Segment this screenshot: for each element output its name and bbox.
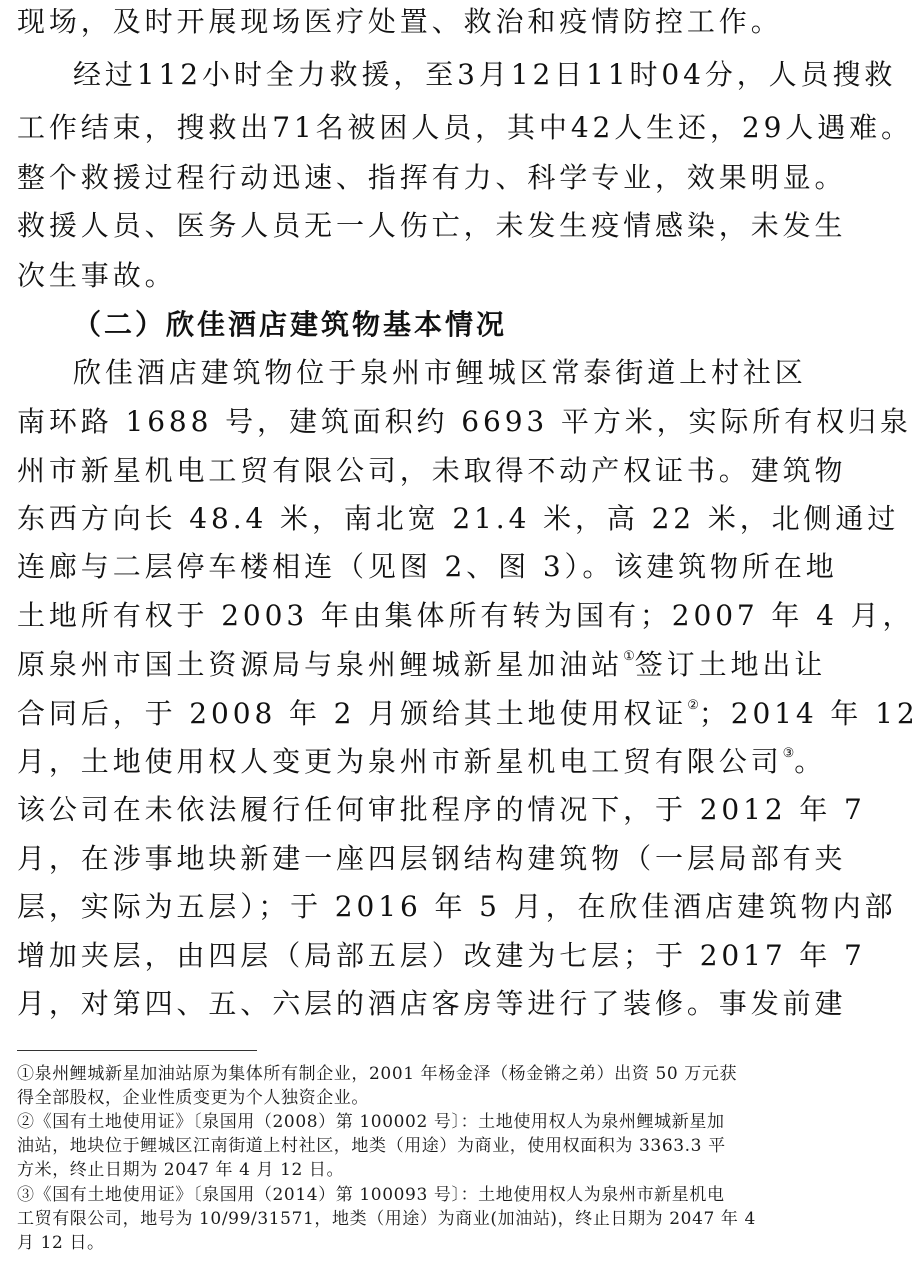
body-line: 连廊与二层停车楼相连（见图 2、图 3）。该建筑物所在地 (17, 550, 838, 583)
body-line: 月，土地使用权人变更为泉州市新星机电工贸有限公司③。 (17, 745, 827, 778)
footnote-ref-3: ③ (782, 746, 795, 761)
footnote-line: 油站，地块位于鲤城区江南街道上村社区，地类（用途）为商业，使用权面积为 3363.3 平 (17, 1136, 726, 1156)
footnote-ref-2: ② (687, 698, 699, 713)
body-line: 增加夹层，由四层（局部五层）改建为七层；于 2017 年 7 (17, 939, 866, 972)
footnote-line: ①泉州鲤城新星加油站原为集体所有制企业，2001 年杨金泽（杨金锵之弟）出资 50 万元获 (17, 1064, 738, 1084)
body-line: 层，实际为五层）；于 2016 年 5 月，在欣佳酒店建筑物内部 (17, 890, 897, 923)
section-heading: （二）欣佳酒店建筑物基本情况 (73, 308, 508, 341)
body-line: 经过112小时全力救援，至3月12日11时04分，人员搜救 (73, 58, 897, 91)
footnote-line: 方米，终止日期为 2047 年 4 月 12 日。 (17, 1160, 345, 1180)
body-line: 现场，及时开展现场医疗处置、救治和疫情防控工作。 (17, 5, 783, 38)
footnote-line: 工贸有限公司，地号为 10/99/31571，地类（用途）为商业(加油站)，终止日期为 2047 年 4 (17, 1209, 756, 1229)
body-line: 月，在涉事地块新建一座四层钢结构建筑物（一层局部有夹 (17, 842, 847, 875)
body-line: 东西方向长 48.4 米，南北宽 21.4 米，高 22 米，北侧通过 (17, 502, 900, 535)
footnote-ref-1: ① (623, 649, 635, 664)
body-line: 整个救援过程行动迅速、指挥有力、科学专业，效果明显。 (17, 161, 847, 194)
body-line: 原泉州市国土资源局与泉州鲤城新星加油站①签订土地出让 (17, 648, 827, 681)
body-line: 月，对第四、五、六层的酒店客房等进行了装修。事发前建 (17, 987, 847, 1020)
body-line: 州市新星机电工贸有限公司，未取得不动产权证书。建筑物 (17, 454, 847, 487)
footnote-line: ③《国有土地使用证》〔泉国用（2014）第 100093 号〕：土地使用权人为泉州市新星机电 (17, 1185, 725, 1205)
body-line: 救援人员、医务人员无一人伤亡，未发生疫情感染，未发生 (17, 209, 847, 242)
body-line: 土地所有权于 2003 年由集体所有转为国有；2007 年 4 月， (17, 599, 915, 632)
footnote-divider (17, 1050, 257, 1051)
body-line: 次生事故。 (17, 259, 177, 292)
footnote-line: 月 12 日。 (17, 1233, 105, 1253)
body-line: 南环路 1688 号，建筑面积约 6693 平方米，实际所有权归泉 (17, 405, 912, 438)
footnote-line: ②《国有土地使用证》〔泉国用（2008）第 100002 号〕：土地使用权人为泉州鲤城新星加 (17, 1112, 725, 1132)
footnote-line: 得全部股权，企业性质变更为个人独资企业。 (17, 1088, 369, 1108)
body-line: 工作结束，搜救出71名被困人员，其中42人生还，29人遇难。 (17, 111, 913, 144)
body-line: 欣佳酒店建筑物位于泉州市鲤城区常泰街道上村社区 (73, 356, 807, 389)
body-line: 合同后，于 2008 年 2 月颁给其土地使用权证②；2014 年 12 (17, 697, 919, 730)
body-line: 该公司在未依法履行任何审批程序的情况下，于 2012 年 7 (17, 793, 866, 826)
